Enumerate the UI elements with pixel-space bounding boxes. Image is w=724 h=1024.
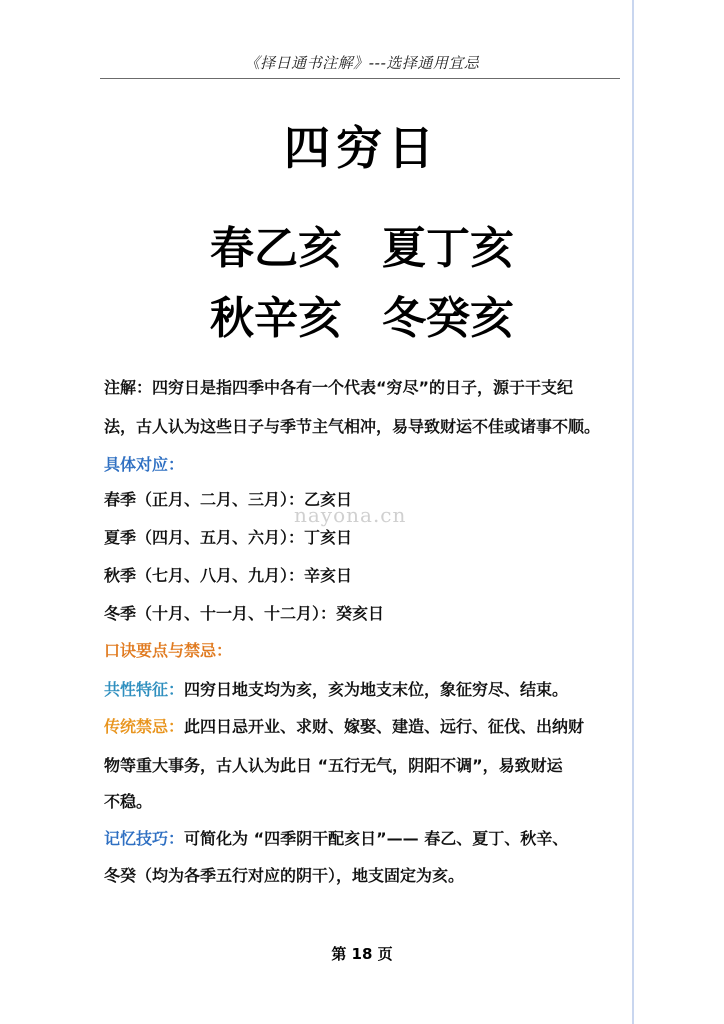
formula-spring: 春乙亥: [210, 223, 342, 274]
taboo-line-1: [104, 717, 614, 737]
winter-correspondence: 冬季（十月、十一月、十二月）：癸亥日: [104, 604, 385, 623]
memory-label: 记忆技巧：: [104, 829, 185, 848]
page-number: 第 18 页: [331, 945, 393, 963]
formula-winter: 冬癸亥: [382, 293, 514, 344]
formula-line-2: [0, 282, 724, 346]
memory-text-1: 可简化为 “四季阴干配亥日”—— 春乙、夏丁、秋辛、: [184, 829, 569, 848]
taboo-line-2: 物等重大事务，古人认为此日 “五行无气，阴阳不调”，易致财运: [104, 756, 563, 775]
section-heading-key-points: 口诀要点与禁忌：: [104, 641, 233, 660]
note-line-2: 法，古人认为这些日子与季节主气相冲，易导致财运不佳或诸事不顺。: [104, 417, 601, 436]
taboo-text-1: 此四日忌开业、求财、嫁娶、建造、远行、征伐、出纳财: [184, 717, 585, 736]
section-heading-correspondence: 具体对应：: [104, 455, 185, 474]
common-feature-label: 共性特征：: [104, 680, 185, 699]
formula-autumn: 秋辛亥: [210, 293, 342, 344]
memory-line-2: 冬癸（均为各季五行对应的阴干），地支固定为亥。: [104, 866, 465, 885]
common-feature-line: [104, 680, 614, 700]
formula-summer: 夏丁亥: [382, 223, 514, 274]
autumn-correspondence: 秋季（七月、八月、九月）：辛亥日: [104, 566, 353, 585]
summer-correspondence: 夏季（四月、五月、六月）：丁亥日: [104, 528, 353, 547]
common-feature-text: 四穷日地支均为亥，亥为地支末位，象征穷尽、结束。: [184, 680, 569, 699]
page-title: 四穷日: [284, 121, 440, 175]
memory-line-1: [104, 829, 614, 849]
note-line-1: 注解：四穷日是指四季中各有一个代表“穷尽”的日子，源于干支纪: [104, 378, 574, 397]
header-rule: [100, 78, 620, 79]
formula-line-1: [0, 212, 724, 276]
watermark: nayona.cn: [294, 503, 407, 527]
taboo-label: 传统禁忌：: [104, 717, 185, 736]
running-header: 《择日通书注解》---选择通用宜忌: [244, 54, 480, 72]
taboo-line-3: 不稳。: [104, 792, 153, 811]
spring-correspondence: 春季（正月、二月、三月）：乙亥日: [104, 490, 353, 509]
